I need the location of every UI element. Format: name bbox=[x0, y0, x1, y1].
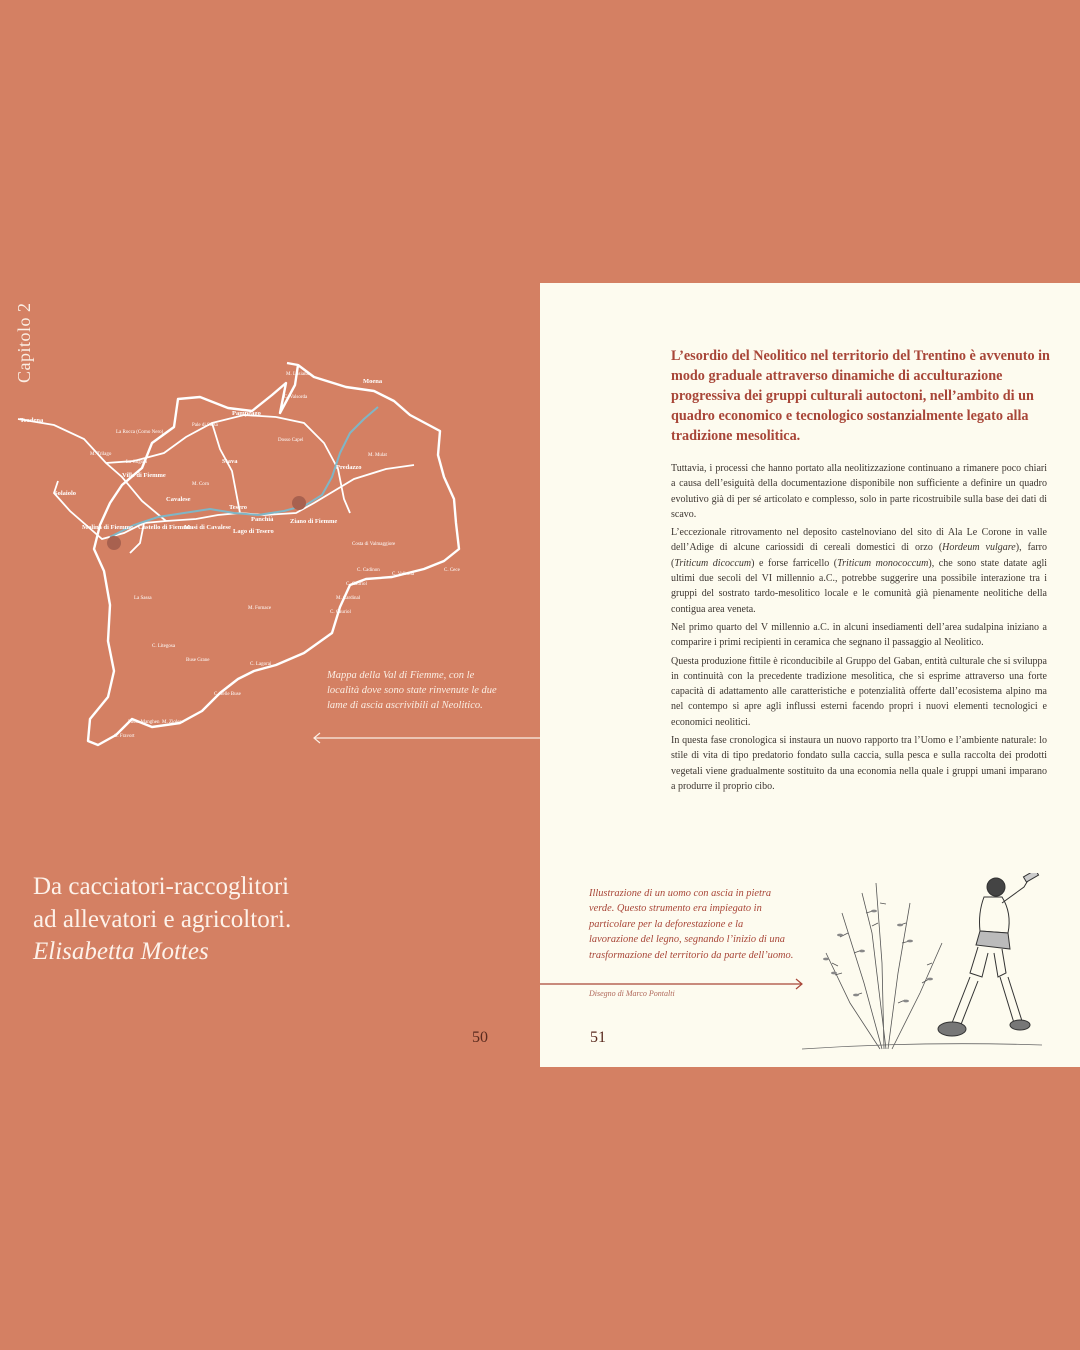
map-peak: C. Cauriol bbox=[346, 582, 367, 587]
map-peak: C. Fravort bbox=[114, 734, 135, 739]
map-town-panchia: Panchià bbox=[251, 516, 274, 523]
ground bbox=[802, 1044, 1042, 1049]
map-town-castello: Castello di Fiemme bbox=[138, 524, 192, 531]
map-town-lago: Lago di Tesero bbox=[233, 528, 274, 535]
map-town-trodena: Trodena bbox=[20, 417, 44, 424]
map-roads bbox=[18, 415, 414, 553]
map-town-cavalese: Cavalese bbox=[166, 496, 191, 503]
map-peak: La Cugola bbox=[126, 460, 147, 465]
map-town-ziano: Ziano di Fiemme bbox=[290, 518, 338, 525]
latin-term: Hordeum vulgare bbox=[942, 542, 1016, 554]
map-peak: Dosso Capel bbox=[278, 438, 304, 443]
latin-term: Triticum monococcum bbox=[837, 557, 929, 569]
map-peak: C. Valsorda bbox=[284, 395, 308, 400]
leaves bbox=[823, 910, 933, 1003]
map-town-moena: Moena bbox=[363, 378, 383, 385]
map-town-stava: Stava bbox=[222, 458, 238, 465]
map-town-pampeago: Pampeago bbox=[232, 410, 261, 417]
paragraph: Tuttavia, i processi che hanno portato alla neolitizzazione continuano a rimanere poco chiari a causa dell’esiguità della documentazione disponibile non sufficiente a definire un quadro evolutivo già di per sé articolato e complesso, solo in parte ricostruibile sulla base dei dati di scavo. bbox=[671, 463, 1047, 520]
map-peak: Passo Manghen bbox=[128, 720, 160, 725]
map-town-molina: Molina di Fiemme bbox=[82, 524, 133, 531]
map-peak: La Rocca (Corno Nero) bbox=[116, 430, 164, 435]
page-number-left: 50 bbox=[472, 1029, 488, 1046]
map-peak: M. Corn bbox=[192, 482, 209, 487]
left-page bbox=[0, 283, 540, 1067]
map-peak: M. Ziolera bbox=[162, 720, 184, 725]
map-town-solaiolo: Solaiolo bbox=[54, 490, 77, 497]
map-caption-arrow bbox=[310, 731, 542, 745]
illustration-credit: Disegno di Marco Pontalti bbox=[589, 989, 675, 998]
man-with-axe-illustration bbox=[802, 873, 1042, 1053]
map-peak: C. Lagorai bbox=[250, 662, 272, 667]
chapter-author: Elisabetta Mottes bbox=[33, 938, 209, 965]
map-peak: La Sassa bbox=[134, 596, 152, 601]
page-number-right: 51 bbox=[590, 1029, 606, 1046]
right-page bbox=[540, 283, 1080, 1067]
body-text bbox=[671, 461, 1047, 797]
map-peak: M. Trilago bbox=[90, 452, 112, 457]
illustration-caption: Illustrazione di un uomo con ascia in pietra verde. Questo strumento era impiegato in particolare per la deforestazione e la lavorazione del legno, segnando l’inizio di una trasformazione del territorio da parte dell’uomo. bbox=[589, 888, 794, 961]
map-peak: Pale di Sarsa bbox=[192, 423, 218, 428]
paragraph: Nel primo quarto del V millennio a.C. in alcuni insediamenti dell’area sudalpina iniziano a comparire i primi recipienti in ceramica che segnano il passaggio al Neolitico. bbox=[671, 621, 1047, 649]
sapling-bush bbox=[826, 883, 942, 1049]
man-figure bbox=[938, 873, 1039, 1036]
map-peak: M. Mulat bbox=[368, 453, 387, 458]
find-marker-ziano bbox=[292, 496, 306, 510]
latin-term: Triticum dicoccum bbox=[674, 557, 752, 569]
map-peak: Costa di Valmaggiore bbox=[352, 542, 396, 547]
paragraph: In questa fase cronologica si instaura un nuovo rapporto tra l’Uomo e l’ambiente naturale: lo stile di vita di tipo predatorio fondato sulla caccia, sulla pesca e sulla raccolta dei prodotti vegetali viene gradualmente sostituito da una economia nella quale i gruppi umani imparano a produrre il proprio cibo. bbox=[671, 735, 1047, 792]
map-town-masi: Masi di Cavalese bbox=[184, 524, 231, 531]
map-caption: Mappa della Val di Fiemme, con le località dove sono state rinvenute le due lame di ascia ascrivibili al Neolitico. bbox=[327, 670, 497, 711]
map-peak: C. Cece bbox=[444, 568, 460, 573]
map-peak: M. Lusiana bbox=[286, 372, 309, 377]
title-line-1: Da cacciatori-raccoglitori bbox=[33, 873, 290, 900]
lead-paragraph: L’esordio del Neolitico nel territorio del Trentino è avvenuto in modo graduale attraverso dinamiche di acculturazione progressiva dei gruppi culturali autoctoni, nell’ambito di un quadro economico e tecnologico sostanzialmente legato alla tradizione mesolitica. bbox=[671, 348, 1050, 444]
map-peak: C. Cadinon bbox=[357, 568, 380, 573]
map-peak: M. Cardinal bbox=[336, 596, 361, 601]
map-peak: C. Valbona bbox=[392, 572, 415, 577]
title-line-2: ad allevatori e agricoltori. bbox=[33, 905, 292, 933]
paragraph: Questa produzione fittile è riconducibile al Gruppo del Gaban, entità culturale che si sviluppa in continuità con la precedente tradizione mesolitica, che si esprime attraverso una forte capacità di adattamento alle caratteristiche e potenzialità offerte dall’ecosistema alpino ma nel contempo si apre agli influssi esterni facendo propri i nuovi elementi tecnologici e economici neolitici. bbox=[671, 655, 1047, 728]
map-town-predazzo: Predazzo bbox=[336, 464, 362, 471]
map-peak: Buse Grane bbox=[186, 658, 210, 663]
map-peak: C. Cauriol bbox=[330, 610, 351, 615]
map-peak: C. delle Buse bbox=[214, 692, 241, 697]
paragraph: L’eccezionale ritrovamento nel deposito castelnoviano del sito di Ala Le Corone in valle dell’Adige di alcune cariossidi di cereali domestici di orzo (Hordeum vulgare), farro (Triticum dicoccum) e forse farricello (Triticum monococcum), che sono state datate agli ultimi due secoli del VI millennio a.C., potrebbe suggerire una possibile interazione tra i gruppi del sostrato tardo-mesolitico locale e le comunità già pienamente neolitiche della contigua area veneta. bbox=[671, 527, 1048, 615]
map-town-ville-di-fiemme: Ville di Fiemme bbox=[122, 472, 166, 479]
map-town-tesero: Tesero bbox=[229, 504, 248, 511]
book-spread bbox=[0, 283, 1080, 1067]
find-marker-molina bbox=[107, 536, 121, 550]
map-peak: C. Litegosa bbox=[152, 644, 176, 649]
map-peak: M. Fornace bbox=[248, 606, 272, 611]
chapter-title bbox=[33, 871, 513, 969]
chapter-label: Capitolo 2 bbox=[14, 302, 34, 383]
